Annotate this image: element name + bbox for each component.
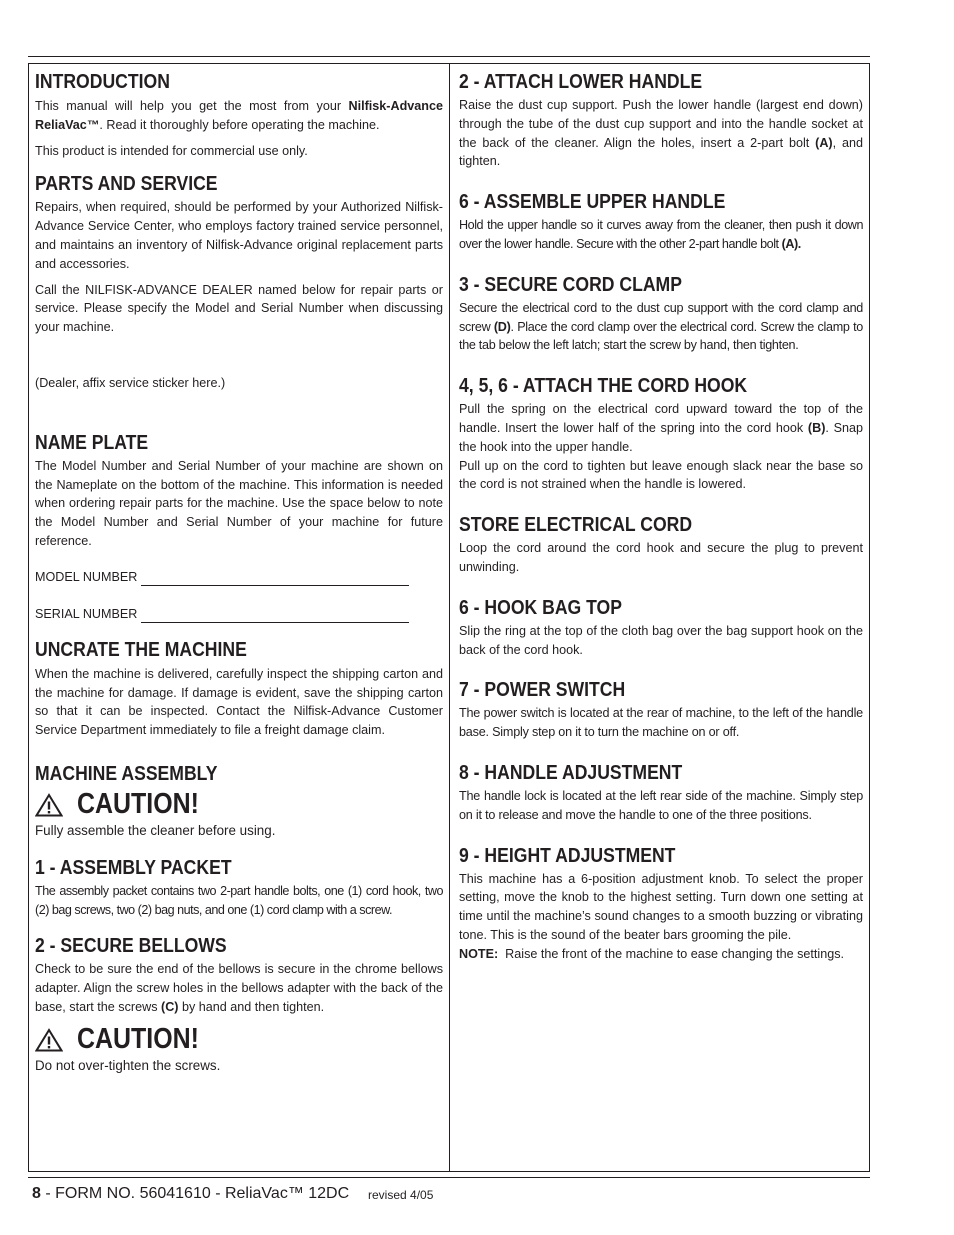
power-switch-section	[459, 677, 863, 742]
cord-hook-heading: 4, 5, 6 - ATTACH THE CORD HOOK	[459, 375, 748, 398]
intro-text-c: . Read it thoroughly before operating the machine.	[99, 117, 380, 132]
lower-handle-text-a: Raise the dust cup support. Push the lower handle (largest end down) through the tube of the dust cup support and into the handle socket at the back of the cleaner. Align the holes, insert a 2-part bolt	[459, 98, 863, 150]
serial-number-label: SERIAL NUMBER	[35, 606, 138, 621]
cord-clamp-text-a: Secure the electrical cord to the dust cup support with the cord clamp and screw	[459, 300, 863, 334]
left-column	[35, 69, 443, 1076]
top-rule	[28, 56, 870, 57]
store-cord-text: Loop the cord around the cord hook and secure the plug to prevent unwinding.	[459, 541, 863, 574]
secure-bellows-section	[35, 933, 443, 1075]
screw-caution-text: Do not over-tighten the screws.	[35, 1057, 221, 1073]
uncrate-heading: UNCRATE THE MACHINE	[35, 638, 247, 661]
store-cord-heading: STORE ELECTRICAL CORD	[459, 514, 693, 537]
power-switch-text: The power switch is located at the rear of machine, to the left of the handle base. Simply step on it to turn the machine on or off.	[459, 706, 863, 740]
name-plate-heading: NAME PLATE	[35, 431, 149, 454]
introduction-text	[35, 97, 443, 135]
cord-clamp-text-c: . Place the cord clamp over the electrical cord. Screw the clamp to the tab below the left latch; start the screw by hand, then tighten.	[459, 319, 863, 353]
name-plate-section	[35, 430, 443, 623]
store-cord-section	[459, 512, 863, 577]
upper-handle-section	[459, 189, 863, 254]
caution-banner	[35, 788, 443, 822]
caution-label-screws: CAUTION!	[77, 1023, 199, 1056]
bellows-ref-c: (C)	[161, 999, 179, 1014]
handle-adjustment-section	[459, 760, 863, 825]
height-adjustment-heading: 9 - HEIGHT ADJUSTMENT	[459, 844, 676, 867]
note-text: Raise the front of the machine to ease changing the settings.	[498, 946, 845, 961]
model-number-line[interactable]	[141, 573, 409, 586]
bellows-text-a: Check to be sure the end of the bellows is secure in the chrome bellows adapter. Align the screw holes in the bellows adapter with the back of the base, start the screws	[35, 962, 443, 1014]
parts-service-heading: PARTS AND SERVICE	[35, 173, 218, 196]
hook-bag-section	[459, 595, 863, 660]
cord-hook-text	[459, 400, 863, 456]
secure-bellows-text	[35, 960, 443, 1016]
lower-handle-section	[459, 69, 863, 171]
cord-hook-text-a: Pull the spring on the electrical cord upward toward the top of the handle. Insert the lower half of the spring into the cord hook	[459, 402, 863, 435]
lower-handle-text-c: , and tighten.	[459, 135, 864, 169]
upper-handle-heading: 6 - ASSEMBLE UPPER HANDLE	[459, 191, 726, 214]
cord-hook-section	[459, 373, 863, 494]
upper-handle-text-a: Hold the upper handle so it curves away from the cleaner, then push it down over the lower handle. Secure with the other 2-part handle bolt	[459, 218, 863, 251]
handle-adjustment-heading: 8 - HANDLE ADJUSTMENT	[459, 761, 683, 784]
right-column	[459, 69, 863, 964]
cord-slack-text: Pull up on the cord to tighten but leave enough slack near the base so the cord is not strained when the handle is lowered.	[459, 458, 863, 492]
machine-assembly-heading: MACHINE ASSEMBLY	[35, 762, 218, 785]
model-number-field[interactable]	[35, 568, 443, 586]
height-adjustment-text: This machine has a 6-position adjustment knob. To select the proper setting, move the knob to the highest setting. Turn down one setting at time until the machine’s sound changes to a smooth buzzing or vibrating tone. This is the sound of the beater bars grooming the pile.	[459, 871, 863, 942]
introduction-section	[35, 69, 443, 160]
cord-hook-text-c: . Snap the hook into the upper handle.	[459, 420, 863, 454]
assembly-packet-section	[35, 855, 443, 920]
lower-handle-text	[459, 96, 863, 171]
model-number-label: MODEL NUMBER	[35, 569, 138, 584]
caution-banner-screws	[35, 1023, 443, 1057]
hook-bag-text: Slip the ring at the top of the cloth bag over the bag support hook on the back of the cord hook.	[459, 623, 863, 657]
dealer-sticker-note: (Dealer, affix service sticker here.)	[35, 375, 226, 390]
bottom-rule	[28, 1177, 870, 1178]
page-number: 8	[32, 1185, 41, 1202]
page-footer	[32, 1185, 349, 1203]
assembly-caution-text: Fully assemble the cleaner before using.	[35, 822, 276, 838]
assembly-packet-text: The assembly packet contains two 2-part handle bolts, one (1) cord hook, two (2) bag screws, two (2) bag nuts, and one (1) cord clamp with a screw.	[35, 883, 443, 917]
lower-handle-heading: 2 - ATTACH LOWER HANDLE	[459, 71, 703, 93]
power-switch-heading: 7 - POWER SWITCH	[459, 679, 626, 702]
upper-handle-ref-a: (A).	[781, 236, 801, 251]
name-plate-text: The Model Number and Serial Number of your machine are shown on the Nameplate on the bottom of the machine. This information is needed when ordering repair parts for the machine. Use the space below to note the Model Number and Serial Number of your machine for future reference.	[35, 458, 443, 548]
uncrate-text: When the machine is delivered, carefully inspect the shipping carton and the machine for damage. If damage is evident, save the shipping carton so that it can be inspected. Contact the Nilfisk-Advance Customer Service Department immediately to file a freight damage claim.	[35, 666, 443, 738]
cord-clamp-text	[459, 299, 863, 355]
caution-label: CAUTION!	[77, 788, 199, 821]
column-divider	[449, 63, 450, 1172]
handle-adjustment-text: The handle lock is located at the left rear side of the machine. Simply step on it to release and move the handle to one of the three positions.	[459, 788, 863, 822]
introduction-heading: INTRODUCTION	[35, 71, 170, 93]
note-label: NOTE:	[459, 946, 499, 961]
intro-product-name: Nilfisk-Advance ReliaVac™	[35, 99, 443, 132]
assembly-packet-heading: 1 - ASSEMBLY PACKET	[35, 856, 232, 879]
cord-clamp-heading: 3 - SECURE CORD CLAMP	[459, 273, 682, 296]
form-number: - FORM NO. 56041610 - ReliaVac™ 12DC	[40, 1185, 350, 1202]
cord-clamp-ref-d: (D)	[493, 319, 511, 334]
serial-number-field[interactable]	[35, 605, 443, 623]
commercial-use-note: This product is intended for commercial use only.	[35, 143, 308, 158]
lower-handle-ref-a: (A)	[815, 135, 833, 150]
dealer-call-text: Call the NILFISK-ADVANCE DEALER named below for repair parts or service. Please specify the Model and Serial Number when discussing your machine.	[35, 282, 443, 335]
parts-service-section	[35, 171, 443, 392]
revision-date: revised 4/05	[368, 1188, 434, 1202]
warning-triangle-icon	[35, 1028, 63, 1052]
upper-handle-text	[459, 216, 863, 254]
machine-assembly-section	[35, 761, 443, 841]
parts-service-text: Repairs, when required, should be performed by your Authorized Nilfisk-Advance Service Center, who employs factory trained service personnel, and maintains an inventory of Nilfisk-Advance original replacement parts and accessories.	[35, 200, 443, 271]
bellows-text-c: by hand and then tighten.	[178, 999, 325, 1014]
hook-bag-heading: 6 - HOOK BAG TOP	[459, 596, 622, 619]
intro-text-a: This manual will help you get the most from your	[35, 99, 349, 113]
height-adjustment-section	[459, 843, 863, 964]
secure-bellows-heading: 2 - SECURE BELLOWS	[35, 935, 227, 958]
cord-clamp-section	[459, 272, 863, 355]
cord-hook-ref-b: (B)	[807, 420, 826, 435]
serial-number-line[interactable]	[141, 610, 409, 623]
warning-triangle-icon	[35, 793, 63, 817]
height-note	[459, 945, 863, 964]
uncrate-section	[35, 637, 443, 740]
